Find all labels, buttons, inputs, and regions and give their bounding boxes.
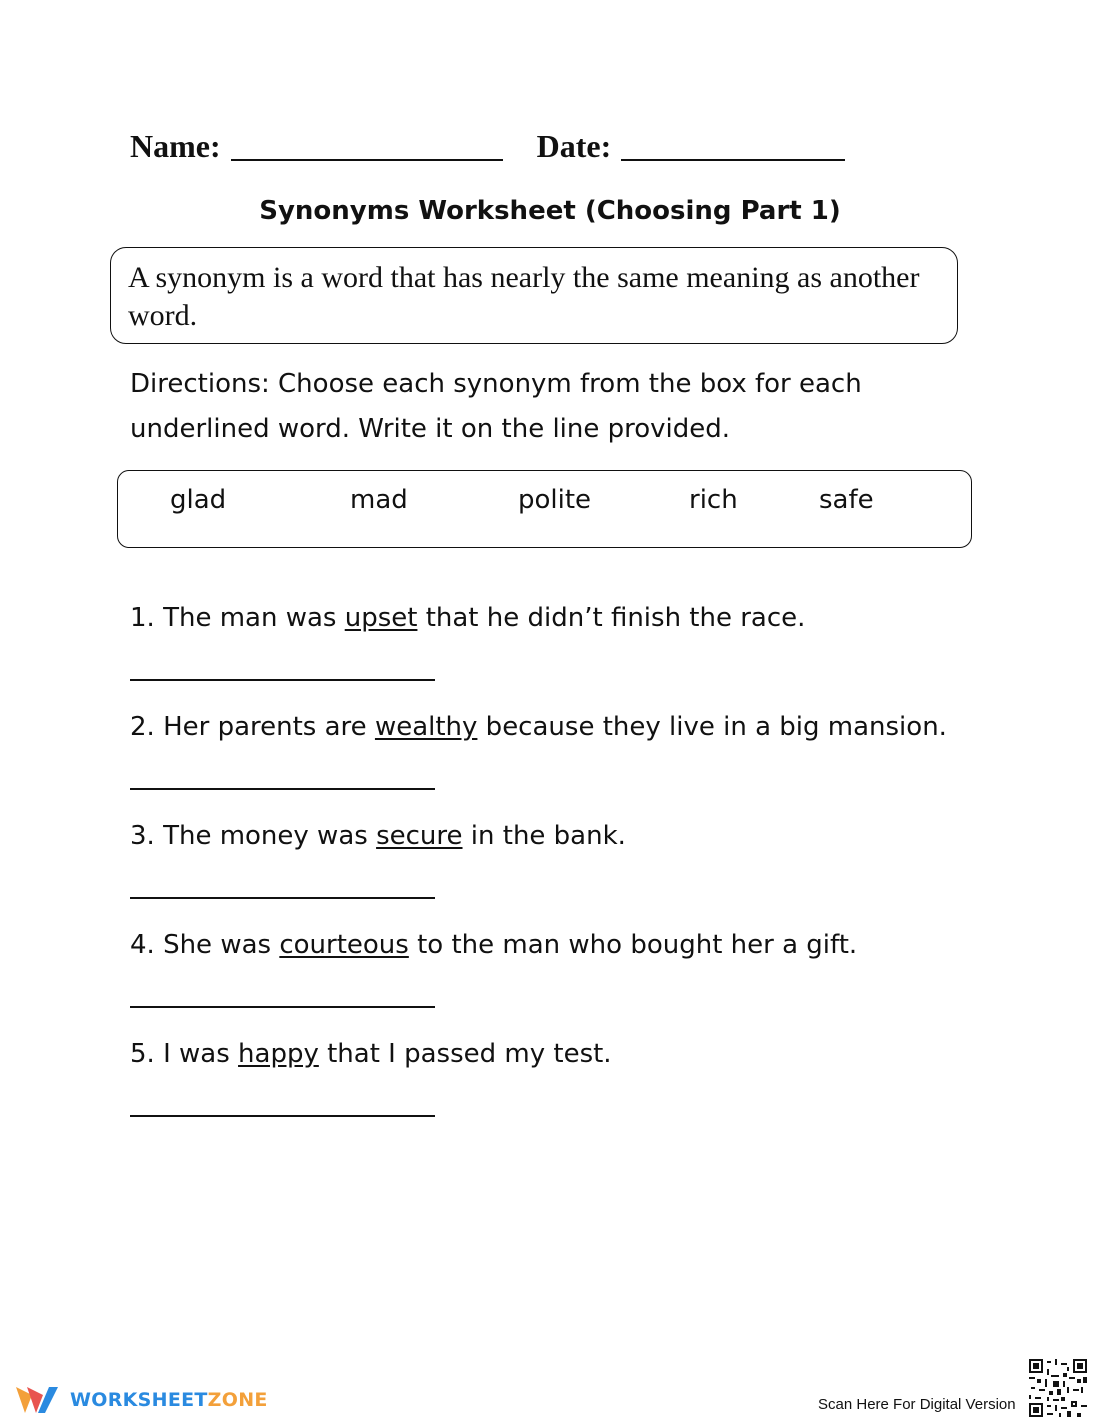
question-text: to the man who bought her a gift.	[408, 930, 858, 960]
question-3	[130, 821, 626, 851]
answer-line-1[interactable]	[130, 679, 435, 681]
underlined-word: happy	[238, 1039, 319, 1069]
brand-name-part2: ZONE	[207, 1389, 268, 1411]
question-text: The man was	[163, 603, 345, 633]
question-4	[130, 930, 857, 960]
underlined-word: secure	[376, 821, 463, 851]
question-text: in the bank.	[462, 821, 626, 851]
word-bank-item: safe	[819, 485, 874, 515]
name-label: Name:	[130, 128, 221, 164]
question-number: 4.	[130, 930, 155, 960]
word-bank-item: glad	[170, 485, 227, 515]
question-number: 5.	[130, 1039, 155, 1069]
brand-name-part1: WORKSHEET	[70, 1389, 208, 1411]
question-text: that he didn’t finish the race.	[417, 603, 806, 633]
question-text: Her parents are	[163, 712, 375, 742]
question-2	[130, 712, 947, 742]
question-number: 1.	[130, 603, 155, 633]
answer-line-3[interactable]	[130, 897, 435, 899]
worksheetzone-w-icon	[14, 1383, 60, 1417]
word-bank-item: mad	[350, 485, 408, 515]
date-label: Date:	[536, 128, 612, 164]
question-text: She was	[163, 930, 280, 960]
question-number: 3.	[130, 821, 155, 851]
answer-line-2[interactable]	[130, 788, 435, 790]
answer-line-5[interactable]	[130, 1115, 435, 1117]
name-blank-line[interactable]	[231, 159, 503, 161]
answer-line-4[interactable]	[130, 1006, 435, 1008]
question-text: that I passed my test.	[318, 1039, 612, 1069]
worksheet-title: Synonyms Worksheet (Choosing Part 1)	[259, 196, 841, 226]
word-bank-item: polite	[518, 485, 592, 515]
brand-name	[70, 1389, 268, 1411]
underlined-word: upset	[344, 603, 418, 633]
question-number: 2.	[130, 712, 155, 742]
directions-text: Directions: Choose each synonym from the box for each underlined word. Write it on the line provided.	[130, 369, 862, 444]
question-text: I was	[163, 1039, 239, 1069]
underlined-word: courteous	[279, 930, 409, 960]
underlined-word: wealthy	[374, 712, 478, 742]
question-text: because they live in a big mansion.	[477, 712, 947, 742]
name-date-header	[130, 128, 845, 165]
qr-code-icon[interactable]	[1029, 1359, 1087, 1417]
word-bank-item: rich	[689, 485, 738, 515]
definition-text: A synonym is a word that has nearly the same meaning as another word.	[128, 261, 920, 332]
question-text: The money was	[163, 821, 377, 851]
question-1	[130, 603, 805, 633]
worksheetzone-logo[interactable]	[14, 1382, 268, 1418]
scan-here-text: Scan Here For Digital Version	[818, 1396, 1016, 1413]
date-blank-line[interactable]	[621, 159, 845, 161]
question-5	[130, 1039, 612, 1069]
